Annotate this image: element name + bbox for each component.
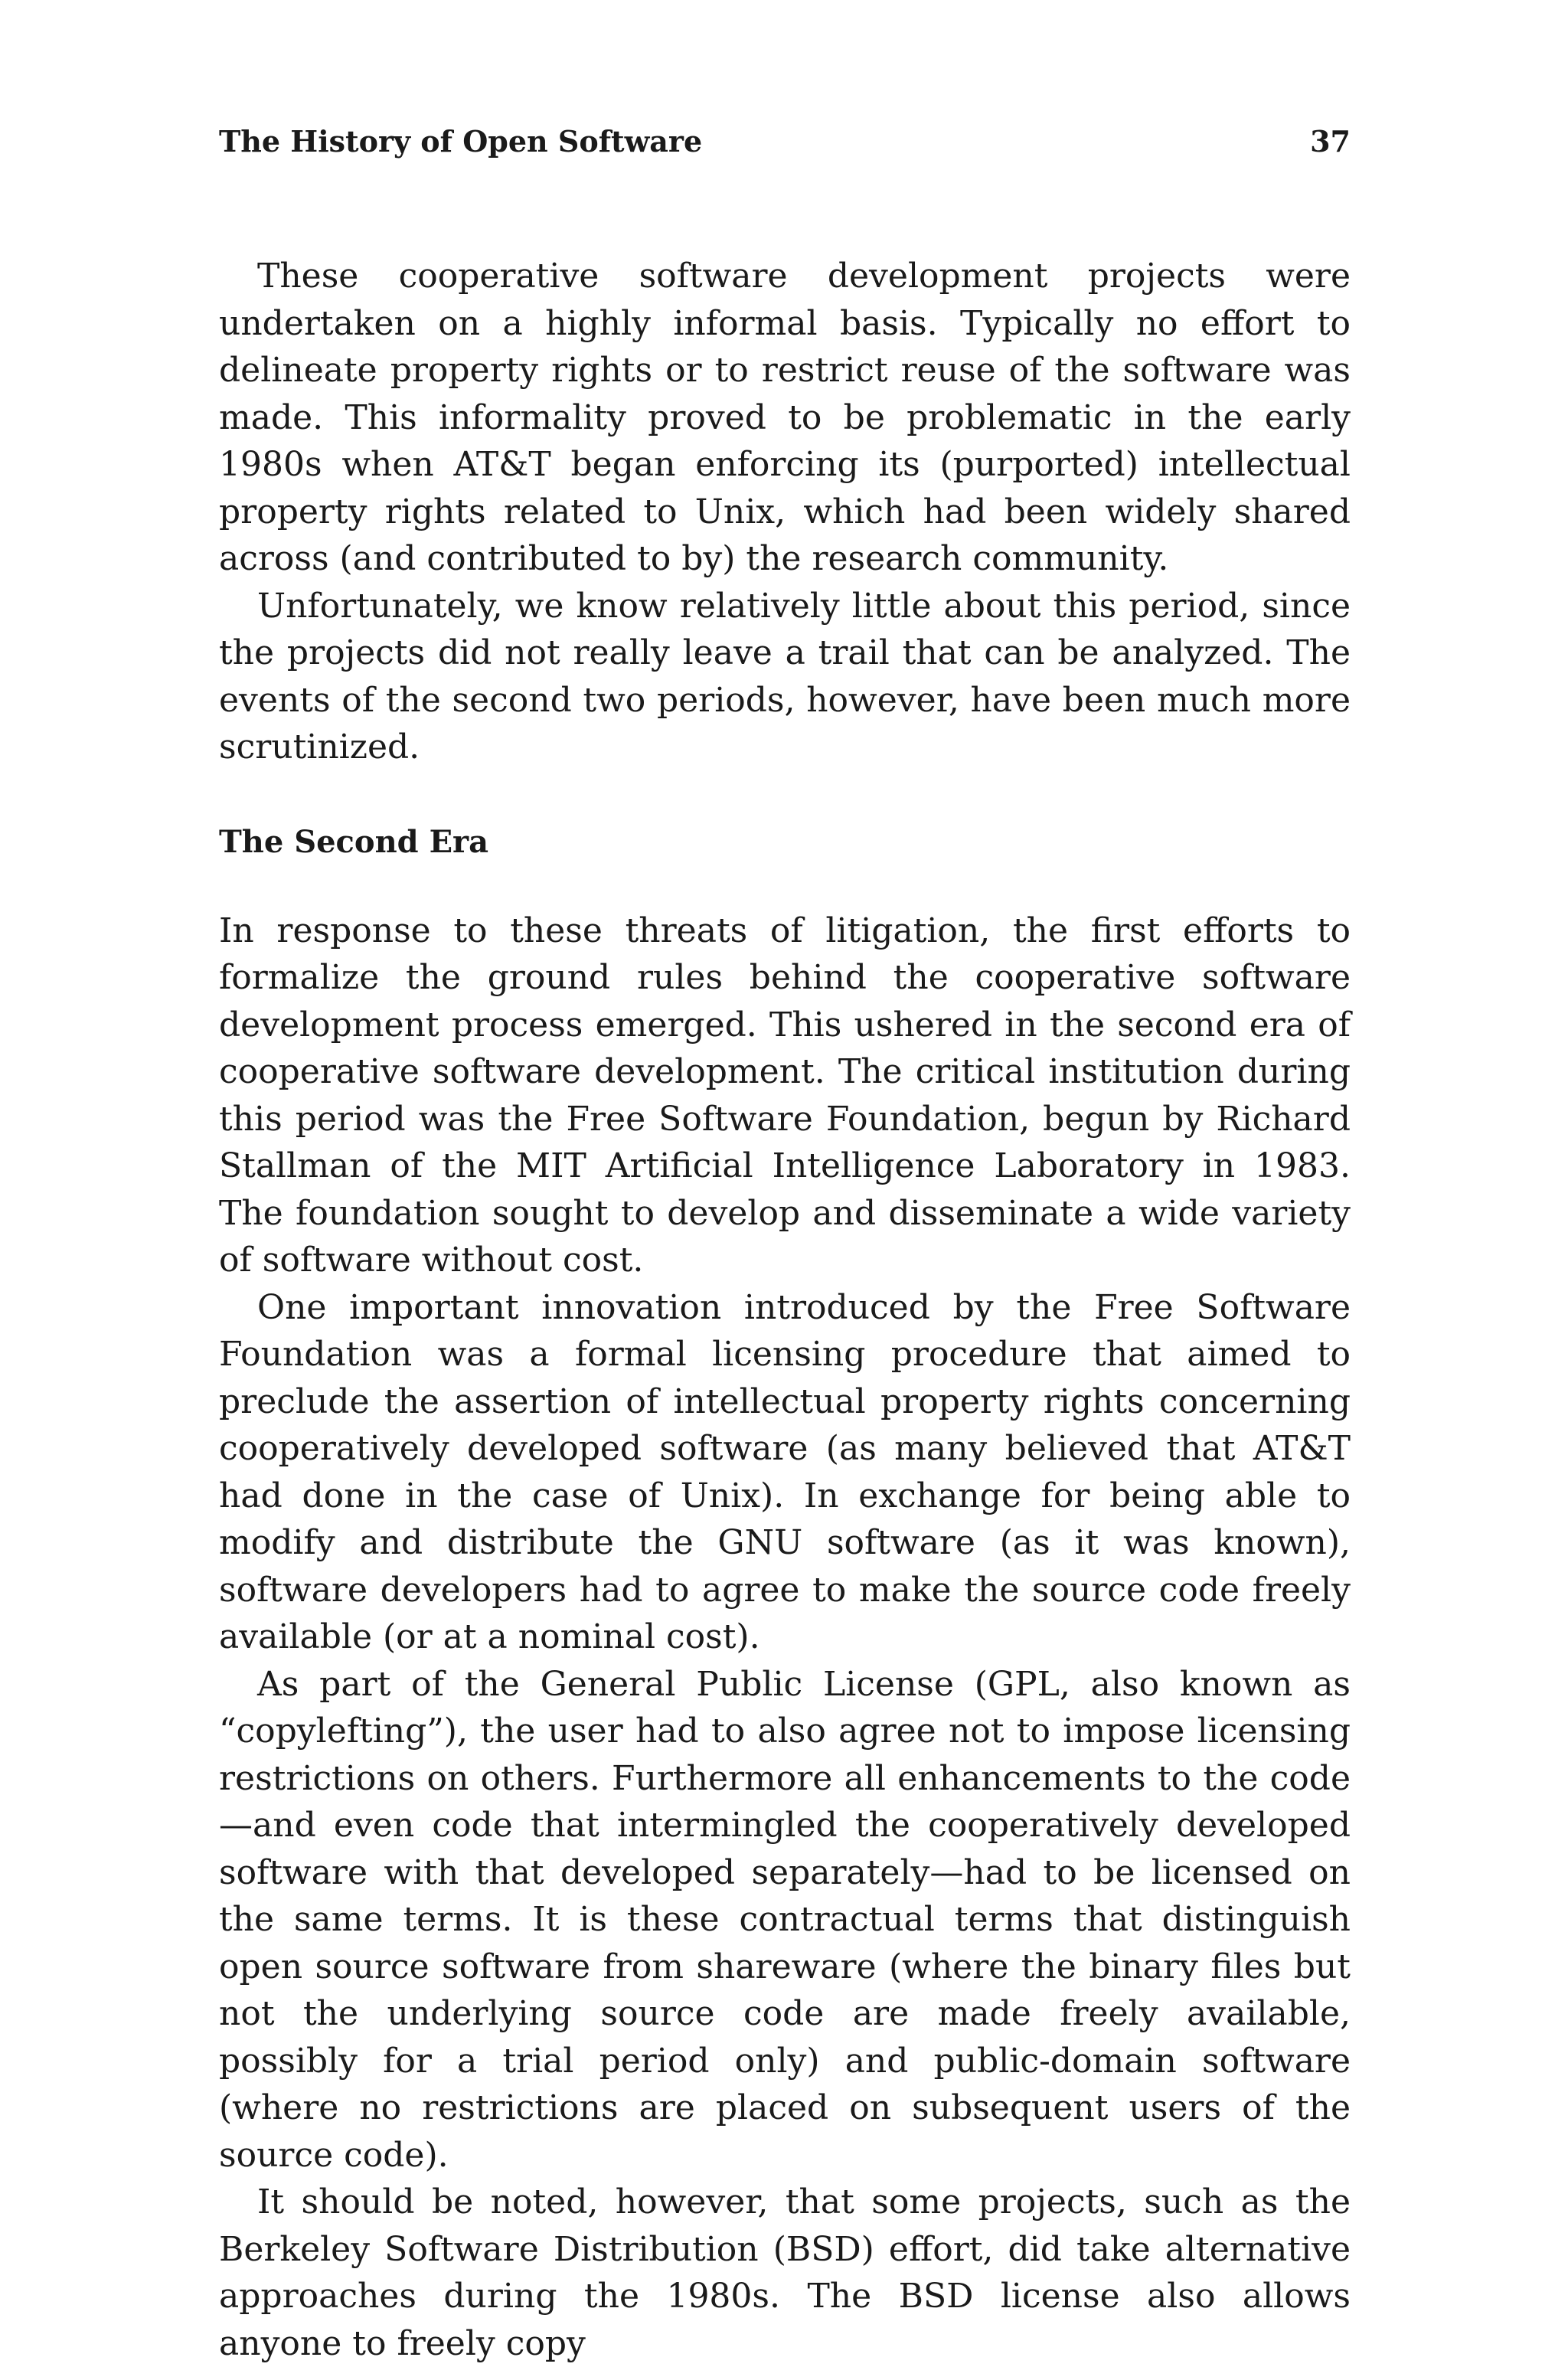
paragraph-1: These cooperative software development projects were undertaken on a highly informal basis. Typically no effort to delineate property rights or to restrict reuse of the software was made. This informality proved to be problematic in the early 1980s when AT&T began enforcing its (purported) intellectual property rights related to Unix, which had been widely shared across (and contributed to by) the research community.	[219, 257, 1351, 578]
paragraph-5: As part of the General Public License (GPL, also known as “copylefting”), the user had to also agree not to impose licensing restrictions on others. Furthermore all enhancements to the code—and even code that intermingled the cooperatively developed software with that developed separately—had to be licensed on the same terms. It is these contractual terms that distinguish open source software from shareware (where the binary files but not the underlying source code are made freely available, possibly for a trial period only) and public-domain software (where no restrictions are placed on subsequent users of the source code).	[219, 1664, 1351, 2175]
running-title: The History of Open Software	[219, 124, 703, 159]
paragraph-2: Unfortunately, we know relatively little about this period, since the projects did not really leave a trail that can be analyzed. The events of the second two periods, however, have been much more scrutinized.	[219, 586, 1351, 767]
section-heading: The Second Era	[219, 823, 489, 860]
body-text	[219, 253, 1351, 2367]
running-header	[219, 124, 1351, 162]
paragraph-3: In response to these threats of litigation, the first efforts to formalize the ground rules behind the cooperative software development process emerged. This ushered in the second era of cooperative software development. The critical institution during this period was the Free Software Foundation, begun by Richard Stallman of the MIT Artificial Intelligence Laboratory in 1983. The foundation sought to develop and disseminate a wide variety of software without cost.	[219, 911, 1351, 1280]
page-number: 37	[1310, 124, 1351, 159]
paragraph-4: One important innovation introduced by the Free Software Foundation was a formal licensing procedure that aimed to preclude the assertion of intellectual property rights concerning cooperatively developed software (as many believed that AT&T had done in the case of Unix). In exchange for being able to modify and distribute the GNU software (as it was known), software developers had to agree to make the source code freely available (or at a nominal cost).	[219, 1287, 1351, 1656]
paragraph-6: It should be noted, however, that some projects, such as the Berkeley Software Distribution (BSD) effort, did take alternative approaches during the 1980s. The BSD license also allows anyone to freely copy	[219, 2182, 1351, 2363]
